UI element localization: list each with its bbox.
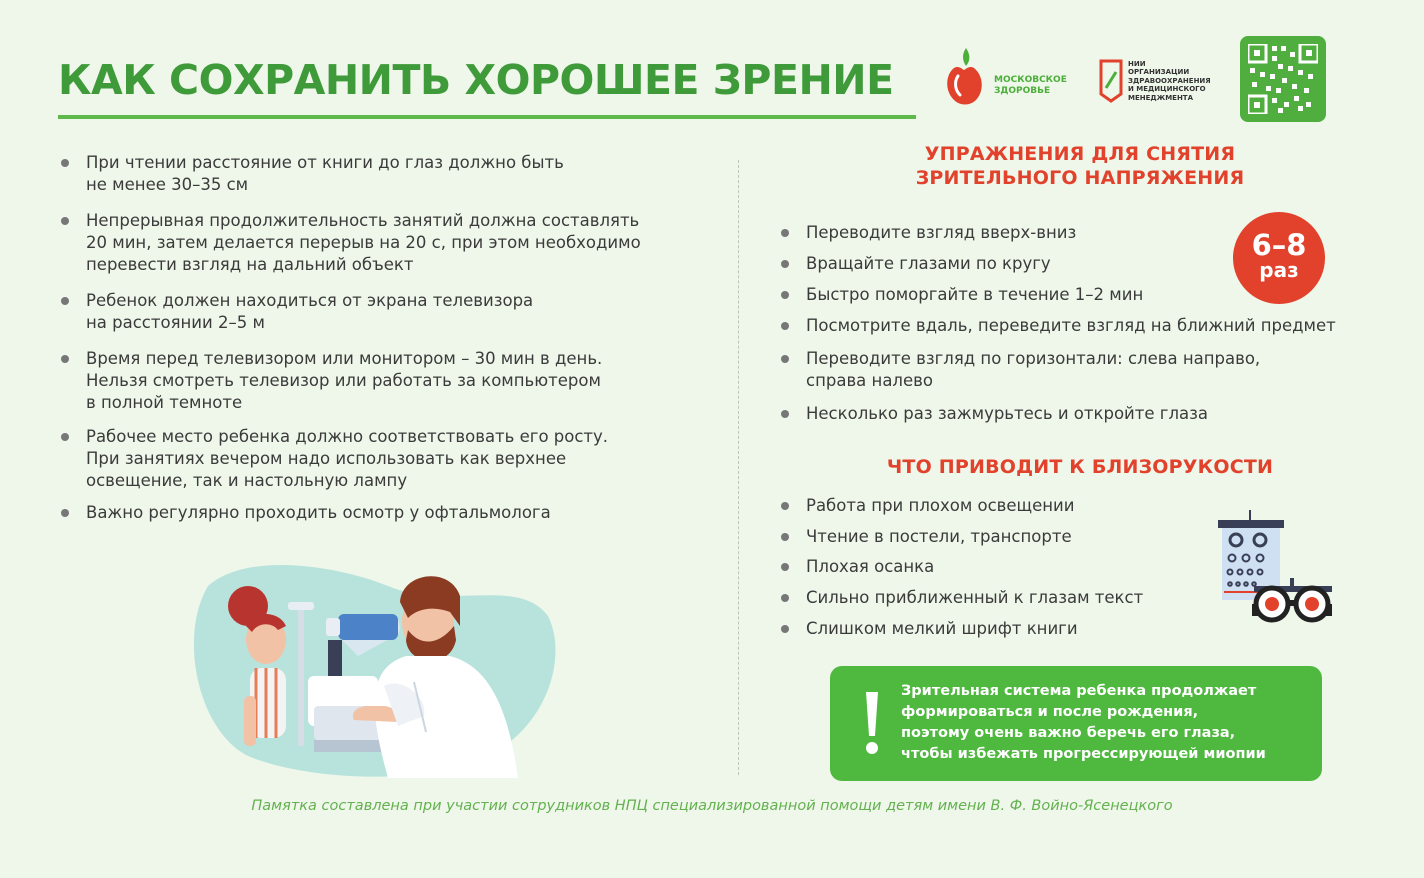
list-item: Вращайте глазами по кругу xyxy=(780,253,1380,275)
list-item: Слишком мелкий шрифт книги xyxy=(780,618,1380,640)
page-title: КАК СОХРАНИТЬ ХОРОШЕЕ ЗРЕНИЕ xyxy=(58,56,894,104)
column-divider xyxy=(738,160,739,775)
qr-code-icon xyxy=(1248,44,1318,114)
badge-number: 6–8 xyxy=(1251,228,1307,262)
list-item: Плохая осанка xyxy=(780,556,1380,578)
moscow-health-logo-text: МОСКОВСКОЕ ЗДОРОВЬЕ xyxy=(994,75,1067,96)
list-item: Сильно приближенный к глазам текст xyxy=(780,587,1380,609)
footer-credit: Памятка составлена при участии сотрудников НПЦ специализированной помощи детям имени В. Ф. Войно-Ясенецкого xyxy=(251,798,1173,814)
list-item: Важно регулярно проходить осмотр у офтальмолога xyxy=(60,502,700,524)
list-item: Ребенок должен находиться от экрана телевизора на расстоянии 2–5 м xyxy=(60,290,700,334)
myopia-heading: ЧТО ПРИВОДИТ К БЛИЗОРУКОСТИ xyxy=(886,456,1274,478)
list-item: Переводите взгляд вверх-вниз xyxy=(780,222,1380,244)
qr-code[interactable] xyxy=(1240,36,1326,122)
list-item: Быстро поморгайте в течение 1–2 мин xyxy=(780,284,1380,306)
list-item: Посмотрите вдаль, переведите взгляд на ближний предмет xyxy=(780,315,1380,337)
list-item: Работа при плохом освещении xyxy=(780,495,1380,517)
exercises-list xyxy=(780,222,1380,425)
notice-text: Зрительная система ребенка продолжает формироваться и после рождения, поэтому очень важно беречь его глаза, чтобы избежать прогрессирующей миопии xyxy=(901,683,1266,762)
list-item: Переводите взгляд по горизонтали: слева направо, справа налево xyxy=(780,348,1380,392)
vision-tips-list xyxy=(60,152,700,524)
list-item: Время перед телевизором или монитором – 30 мин в день. Нельзя смотреть телевизор или работать за компьютером в полной темноте xyxy=(60,348,700,414)
eye-chart-glasses-icon xyxy=(1214,508,1338,624)
exercises-heading: УПРАЖНЕНИЯ ДЛЯ СНЯТИЯ ЗРИТЕЛЬНОГО НАПРЯЖЕНИЯ xyxy=(915,143,1245,189)
list-item: Несколько раз зажмурьтесь и откройте глаза xyxy=(780,403,1380,425)
list-item: При чтении расстояние от книги до глаз должно быть не менее 30–35 см xyxy=(60,152,700,196)
nii-logo-text: НИИ ОРГАНИЗАЦИИ ЗДРАВООХРАНЕНИЯ И МЕДИЦИНСКОГО МЕНЕДЖМЕНТА xyxy=(1128,60,1211,102)
title-underline xyxy=(58,115,916,119)
list-item: Рабочее место ребенка должно соответствовать его росту. При занятиях вечером надо использовать как верхнее освещение, так и настольную лампу xyxy=(60,426,700,492)
badge-unit: раз xyxy=(1259,258,1299,282)
important-notice xyxy=(830,666,1322,781)
ophthalmologist-exam-illustration-icon xyxy=(188,556,560,778)
nii-logo-icon xyxy=(1098,58,1124,104)
exclamation-icon xyxy=(864,690,880,756)
list-item: Непрерывная продолжительность занятий должна составлять 20 мин, затем делается перерыв на 20 с, при этом необходимо перевести взгляд на дальний объект xyxy=(60,210,700,276)
list-item: Чтение в постели, транспорте xyxy=(780,526,1380,548)
